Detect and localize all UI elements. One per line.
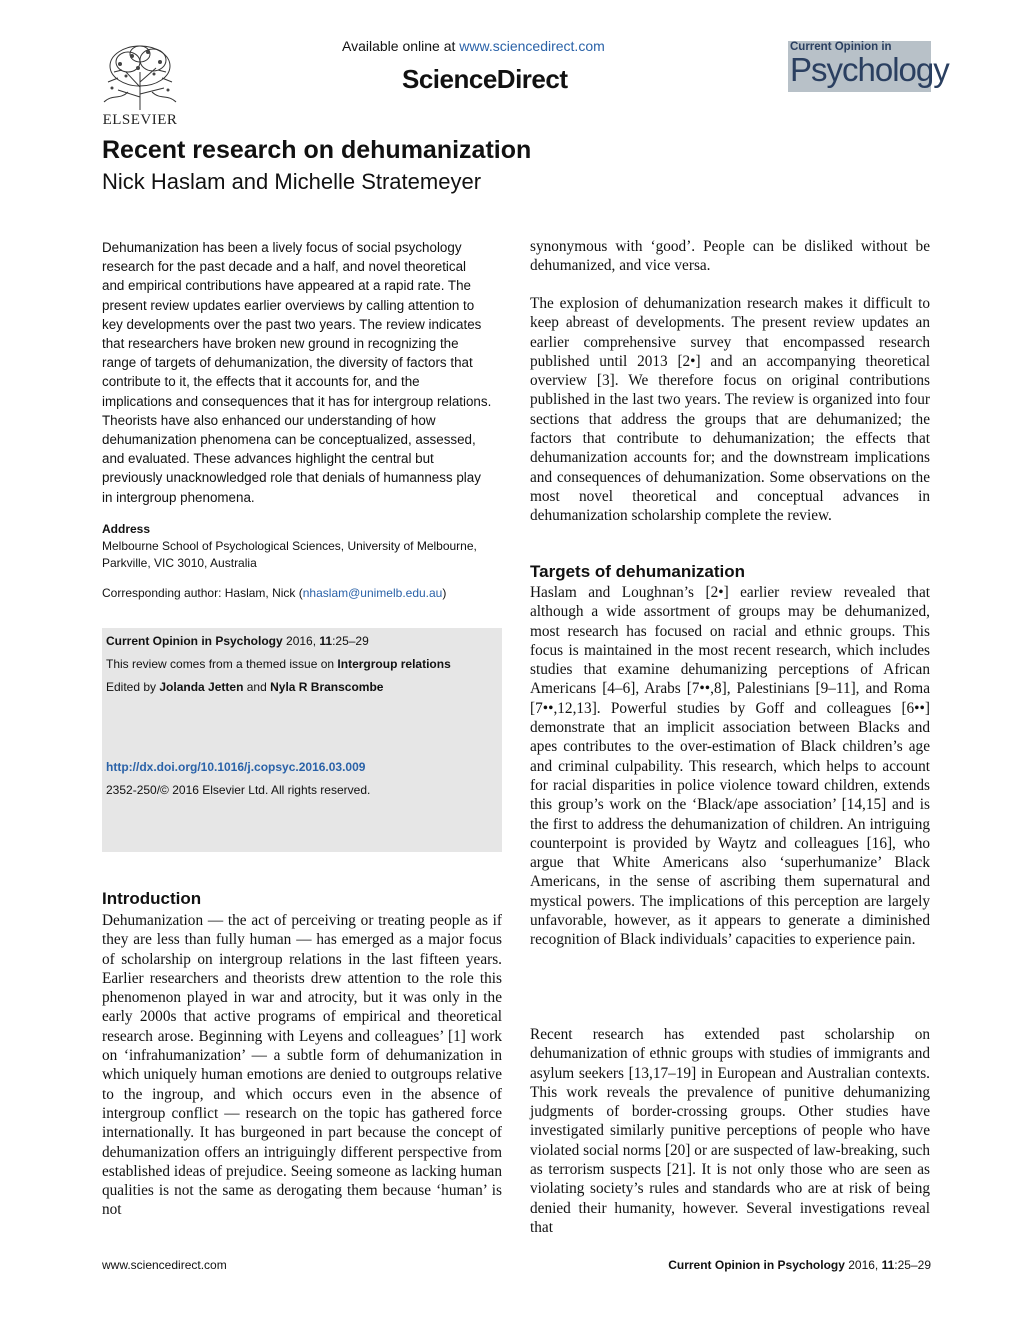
elsevier-logo: [98, 42, 182, 130]
footer-year: 2016,: [844, 1258, 882, 1272]
targets-paragraph-2: Recent research has extended past scholarship on dehumanization of ethnic groups with studies of immigrants and asylum seekers [13,17–19] in European and Australian contexts. This work reveals the prevalence of punitive dehumanizing judgments of border-crossing groups. Other studies have investigated similarly punitive perceptions of people who have violated social norms [20] or are suspected of law-breaking, such as terrorism suspects [21]. It is not only those who are seen as violating society’s rules and standards who are at risk of being denied their humanity, however. Several investigations reveal that: [530, 1026, 930, 1236]
abstract: Dehumanization has been a lively focus of social psychology research for the past decade and a half, and novel theoretical and empirical contributions have appeared at a rapid rate. The present review updates earlier overviews by calling attention to key developments over the past two years. The review indicates that researchers have broken new ground in recognizing the range of targets of dehumanization, the diversity of factors that contribute to it, the effects that it accounts for, and the implications and consequences that it has for intergroup relations. Theorists have also enhanced our understanding of how dehumanization phenomena can be conceptualized, assessed, and evaluated. These advances highlight the central but previously unacknowledged role that denials of humanness play in intergroup phenomena.: [102, 240, 492, 505]
sciencedirect-brand: ScienceDirect: [402, 64, 568, 94]
article-title: Recent research on dehumanization: [102, 136, 532, 164]
sciencedirect-link[interactable]: www.sciencedirect.com: [459, 38, 605, 54]
doi-line: [106, 760, 365, 774]
editor-1: Jolanda Jetten: [159, 680, 244, 694]
corresponding-prefix: Corresponding author: Haslam, Nick (: [102, 586, 303, 600]
article-info-box: [102, 628, 502, 852]
footer-citation: [668, 1258, 931, 1272]
targets-heading: Targets of dehumanization: [530, 562, 746, 581]
citation-volume: 11: [319, 634, 333, 648]
citation-year: 2016,: [282, 634, 320, 648]
footer-journal: Current Opinion in Psychology: [668, 1258, 845, 1272]
theme-name: Intergroup relations: [337, 657, 451, 671]
footer-volume: 11: [881, 1258, 895, 1272]
targets-paragraph-1: Haslam and Loughnan’s [2•] earlier review revealed that although a wide assortment of groups may be dehumanized, most research has focused on racial and ethnic groups. This focus is maintained in the most recent research, which includes studies that examine dehumanizing perceptions of African Americans [4–6], Arabs [7••,8], Palestinians [9–11], and Roma [7••,12,13]. Powerful studies by Goff and colleagues [6••] demonstrate that an implicit association between Blacks and apes contributes to the over-estimation of Black children’s age and criminal culpability. This research, which helps to account for racial disparities in police violence toward children, extends this group’s work on the ‘Black/ape association’ [14,15] and is the first to address the dehumanization of children. An intriguing counterpoint is provided by Waytz and colleagues [16], who argue that White Americans also ‘superhumanize’ Black Americans, in the sense of ascribing them supernatural and mystical powers. The implications of this perception are largely unfavorable, however, as it appears to generate a diminished recognition of Black individuals’ capacities to experience pain.: [530, 584, 930, 949]
editor-2: Nyla R Branscombe: [270, 680, 384, 694]
copyright-line: 2352-250/© 2016 Elsevier Ltd. All rights reserved.: [106, 783, 371, 797]
journal-logo[interactable]: [788, 41, 949, 92]
introduction-paragraph: Dehumanization — the act of perceiving or treating people as if they are less than fully human — has emerged as a major focus of scholarship on intergroup relations in the last fifteen years. Earlier researchers and theorists drew attention to the role this phenomenon played in war and atrocity, but it was only in the early 2000s that active programs of empirical and theoretical research arose. Beginning with Leyens and colleagues’ [1] work on ‘infrahumanization’ — a subtle form of dehumanization in which uniquely human emotions are denied to outgroups relative to the ingroup, and which occurs even in the absence of intergroup conflict — research on the topic has gathered force internationally. It has burgeoned in part because the concept of dehumanization offers an intriguingly different perspective from established ideas of prejudice. Seeing someone as lacking human qualities is not the same as derogating them because ‘human’ is not: [102, 912, 502, 1219]
theme-line: [106, 657, 451, 671]
available-prefix: Available online at: [342, 38, 460, 54]
footer-pages: :25–29: [894, 1258, 931, 1272]
footer-website: www.sciencedirect.com: [102, 1258, 227, 1272]
edited-prefix: Edited by: [106, 680, 160, 694]
elsevier-tree-icon: [98, 42, 182, 112]
journal-logo-line2: Psychology: [790, 51, 949, 88]
available-online: [342, 38, 605, 54]
body-paragraph-overview: The explosion of dehumanization research makes it difficult to keep abreast of developments. The present review updates an earlier comprehensive survey that encompassed research published until 2013 [2•] and an accompanying theoretical overview [3]. We therefore focus on original contributions published in the last two years. The review is organized into four sections that address the groups that are dehumanized; the factors that contribute to dehumanization; the effects that dehumanization accounts for; and the downstream implications and consequences of dehumanization. Some observations on the most novel theoretical and conceptual advances in dehumanization scholarship complete the review.: [530, 295, 930, 525]
citation-pages: :25–29: [332, 634, 369, 648]
address-line1: Melbourne School of Psychological Sciences, University of Melbourne,: [102, 539, 477, 553]
doi-link[interactable]: http://dx.doi.org/10.1016/j.copsyc.2016.03.009: [106, 760, 366, 774]
corresponding-author: [102, 586, 446, 600]
article-authors: Nick Haslam and Michelle Stratemeyer: [102, 169, 482, 194]
elsevier-wordmark: ELSEVIER: [102, 112, 178, 128]
editors-and: and: [243, 680, 271, 694]
introduction-heading: Introduction: [102, 889, 202, 908]
body-paragraph-continued: synonymous with ‘good’. People can be disliked without be dehumanized, and vice versa.: [530, 238, 930, 275]
theme-prefix: This review comes from a themed issue on: [106, 657, 338, 671]
address: [102, 538, 502, 571]
address-line2: Parkville, VIC 3010, Australia: [102, 555, 257, 570]
citation-line: [106, 634, 369, 648]
journal-logo-line1: Current Opinion in: [790, 41, 892, 53]
corresponding-suffix: ): [442, 586, 447, 600]
editors-line: [106, 680, 383, 694]
citation-journal: Current Opinion in Psychology: [106, 634, 283, 648]
author-email-link[interactable]: nhaslam@unimelb.edu.au: [302, 586, 443, 600]
address-heading: Address: [102, 522, 151, 536]
